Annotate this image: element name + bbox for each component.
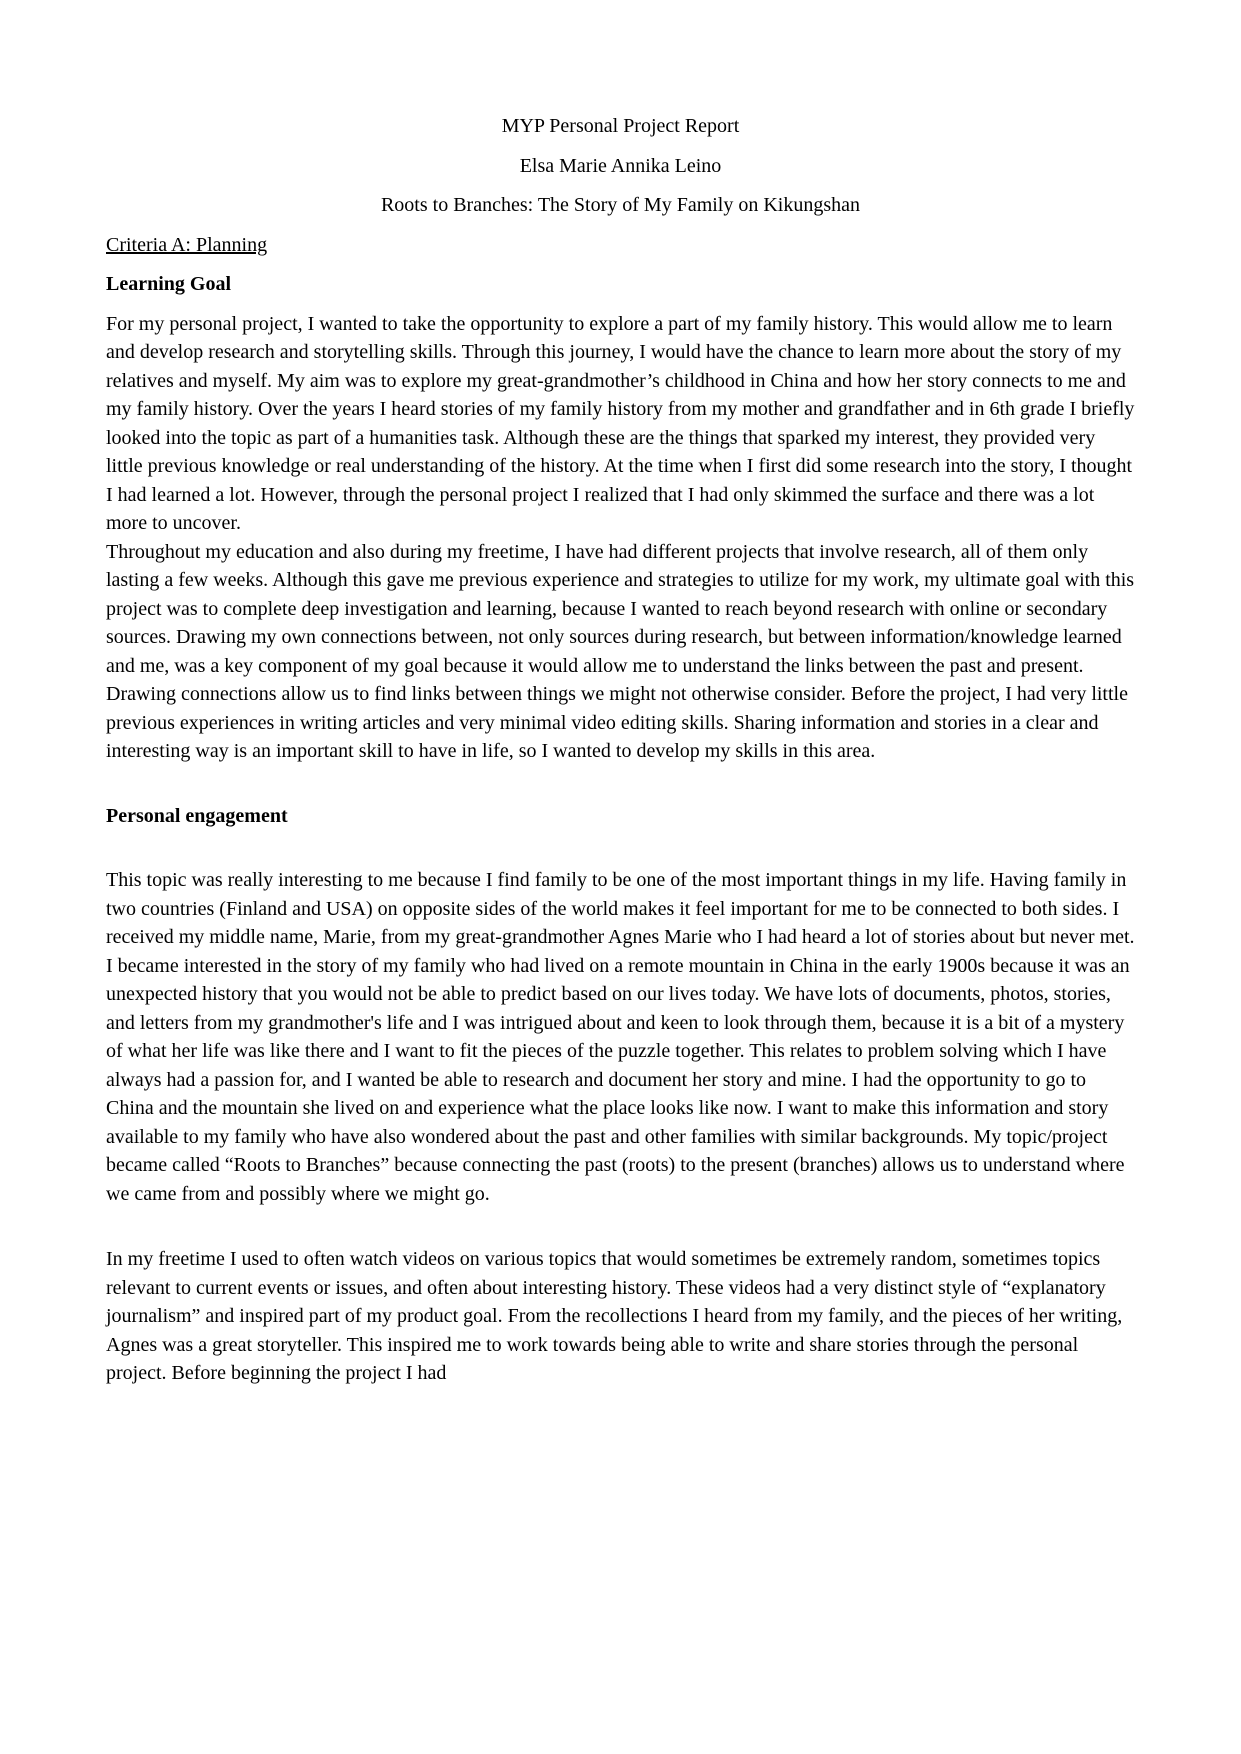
criteria-heading-text: Criteria A: Planning [106, 233, 268, 256]
document-subtitle: Roots to Branches: The Story of My Family on Kikungshan [380, 194, 861, 216]
personal-engagement-paragraph-1: This topic was really interesting to me because I find family to be one of the most important things in my life. Having family in two countries (Finland and USA) on opposite sides of the world makes it feel important for me to be connected to both sides. I received my middle name, Marie, from my great-grandmother Agnes Marie who I had heard a lot of stories about but never met. I became interested in the story of my family who had lived on a remote mountain in China in the early 1900s because it was an unexpected history that you would not be able to predict based on our lives today. We have lots of documents, photos, stories, and letters from my grandmother's life and I was intrigued about and keen to look through them, because it is a bit of a mystery of what her life was like there and I want to fit the pieces of the puzzle together. This relates to problem solving which I have always had a passion for, and I wanted be able to research and document her story and mine. I had the opportunity to go to China and the mountain she lived on and experience what the place looks like now. I want to make this information and story available to my family who have also wondered about the past and other families with similar backgrounds. My topic/project became called “Roots to Branches” because connecting the past (roots) to the present (branches) allows us to understand where we came from and possibly where we might go. [106, 869, 1135, 1205]
personal-engagement-paragraph-2: In my freetime I used to often watch videos on various topics that would sometimes be extremely random, sometimes topics relevant to current events or issues, and often about interesting history. These videos had a very distinct style of “explanatory journalism” and inspired part of my product goal. From the recollections I heard from my family, and the pieces of her writing, Agnes was a great storyteller. This inspired me to work towards being able to write and share stories through the personal project. Before beginning the project I had [106, 1248, 1123, 1384]
document-author: Elsa Marie Annika Leino [519, 154, 722, 177]
learning-goal-paragraph-1: For my personal project, I wanted to take the opportunity to explore a part of my family history. This would allow me to learn and develop research and storytelling skills. Through this journey, I would have the chance to learn more about the story of my relatives and myself. My aim was to explore my great-grandmother’s childhood in China and how her story connects to me and my family history. Over the years I heard stories of my family history from my mother and grandfather and in 6th grade I briefly looked into the topic as part of a humanities task. Although these are the things that sparked my interest, they provided very little previous knowledge or real understanding of the history. At the time when I first did some research into the story, I thought I had learned a lot. However, through the personal project I realized that I had only skimmed the surface and there was a lot more to uncover. [106, 312, 1135, 534]
learning-goal-paragraph-2: Throughout my education and also during my freetime, I have had different projects that involve research, all of them only lasting a few weeks. Although this gave me previous experience and strategies to utilize for my work, my ultimate goal with this project was to complete deep investigation and learning, because I wanted to reach beyond research with online or secondary sources. Drawing my own connections between, not only sources during research, but between information/knowledge learned and me, was a key component of my goal because it would allow me to understand the links between the past and present. Drawing connections allow us to find links between things we might not otherwise consider. Before the project, I had very little previous experiences in writing articles and very minimal video editing skills. Sharing information and stories in a clear and interesting way is an important skill to have in life, so I wanted to develop my skills in this area. [106, 540, 1135, 762]
section-heading-learning-goal: Learning Goal [106, 273, 232, 295]
section-heading-personal-engagement: Personal engagement [106, 804, 288, 827]
document-title: MYP Personal Project Report [501, 115, 740, 137]
criteria-heading [106, 231, 1135, 260]
